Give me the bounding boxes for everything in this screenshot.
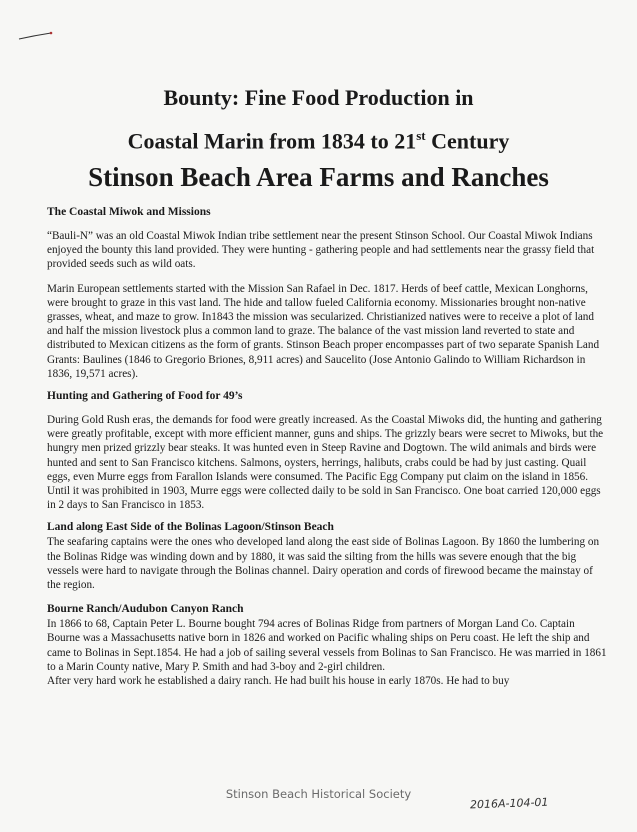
title-block [0,84,637,193]
footer-society-name: Stinson Beach Historical Society [225,787,412,801]
title-line-1: Bounty: Fine Food Production in [163,85,474,110]
paragraph: During Gold Rush eras, the demands for food were greatly increased. As the Coastal Miwoks did, the hunting and gathering were greatly profitable, except with more efficient manner, guns and ships. The grizzly bears were secret to Miwoks, but the hungry men prized grizzly bear steaks. It was hunted even in Steep Ravine and Dogtown. The wild animals and birds were hunted and sent to San Francisco kitchens. Salmons, oysters, herrings, halibuts, crabs could be had by just casting. Quail eggs, even Murre eggs from Farallon Islands were consumed. The Pacific Egg Company put claim on the island in 1856. Until it was prohibited in 1903, Murre eggs were collected daily to be sold in San Francisco. One boat carried 120,000 eggs in 2 days to San Francisco in 1853. [47,414,604,512]
document-body [47,205,607,688]
handwritten-archive-number: 2016A-104-01 [469,795,549,812]
section-heading-land: Land along East Side of the Bolinas Lagoon/Stinson Beach [47,521,334,534]
paragraph: The seafaring captains were the ones who developed land along the east side of Bolinas Lagoon. By 1860 the lumbering on the Bolinas Ridge was winding down and by 1880, it was said the silting from the hills was severe enough that the big vessels were hard to navigate through the Bolinas channel. Dairy operation and cords of firewood became the mainstay of the region. [47,536,600,592]
section-heading-bourne: Bourne Ranch/Audubon Canyon Ranch [47,603,244,616]
paragraph: Marin European settlements started with the Mission San Rafael in Dec. 1817. Herds of beef cattle, Mexican Longhorns, were brought to graze in this vast land. The hide and tallow fueled California economy. Missionaries brought non-native grasses, wheat, and maze to grow. In1843 the mission was secularized. Christianized natives were to receive a plot of land and half the mission livestock plus a common land to graze. The balance of the vast mission land reverted to state and distributed to Mexican citizens as the form of grants. Stinson Beach proper encompasses part of two separate Spanish Land Grants: Baulines (1846 to Gregorio Briones, 8,911 acres) and Saucelito (Jose Antonio Galindo to William Richardson in 1836, 19,571 acres). [47,282,600,380]
paragraph: After very hard work he established a dairy ranch. He had built his house in early 1870s. He had to buy [47,675,510,688]
document-title: Stinson Beach Area Farms and Ranches [88,162,549,193]
section-heading-hunting: Hunting and Gathering of Food for 49’s [47,390,243,403]
pen-mark-icon [18,30,54,42]
title-line-2: Coastal Marin from 1834 to 21st Century [127,128,510,154]
paragraph: In 1866 to 68, Captain Peter L. Bourne bought 794 acres of Bolinas Ridge from partners of Morgan Land Co. Captain Bourne was a Massachusetts native born in 1826 and worked on Pacific whaling ships on Peru coast. He left the ship and came to Bolinas in Sept.1854. He had a job of sailing several vessels from Bolinas to San Francisco. He was married in 1861 to a Marin County native, Mary P. Smith and had 3-boy and 2-girl children. [47,618,607,673]
paragraph: “Bauli-N” was an old Coastal Miwok Indian tribe settlement near the present Stinson School. Our Coastal Miwok Indians enjoyed the bounty this land provided. They were hunting - gathering people and had settlements near the grassy field that provided seeds such as wild oats. [47,230,595,271]
section-heading-miwok: The Coastal Miwok and Missions [47,206,211,218]
